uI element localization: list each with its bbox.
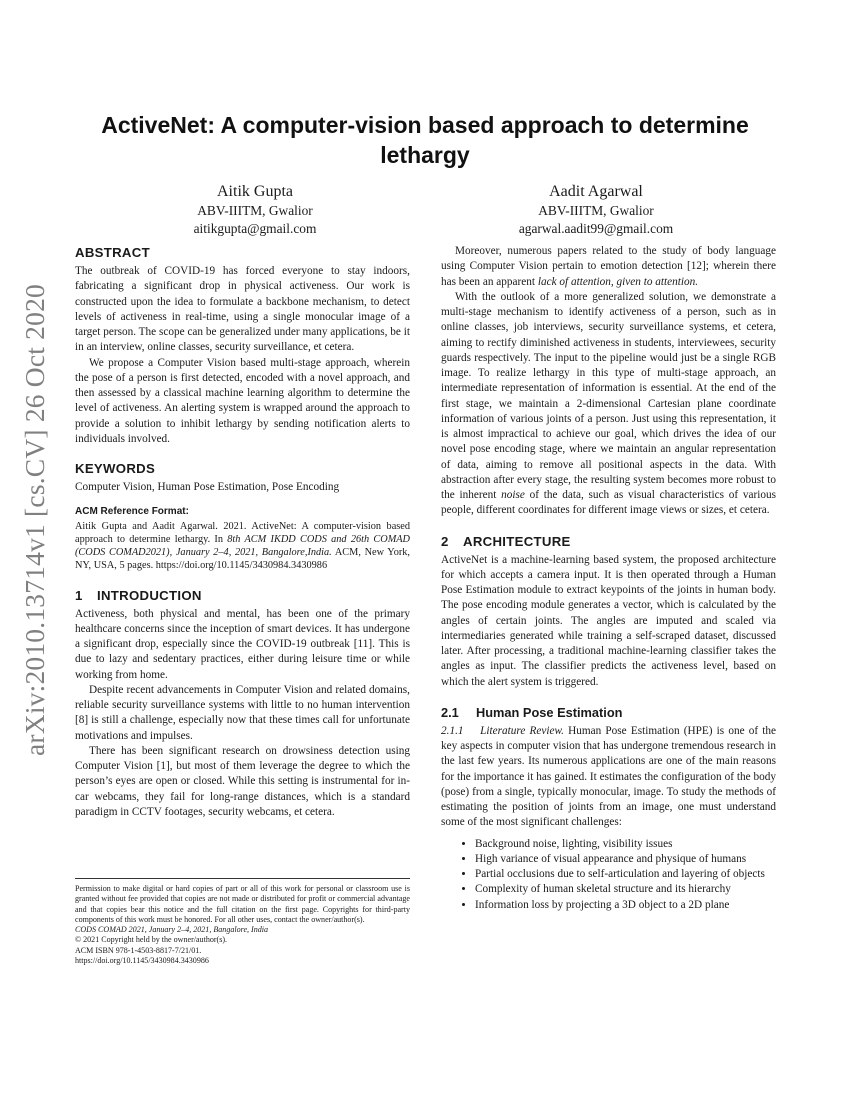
introduction-paragraph-2: Despite recent advancements in Computer Vision and related domains, reliable security surveillance systems with little to no human intervention [8] is still a challenge, especially now that these times call for unfortunate motivations and impulses. [75,683,410,742]
footnote-venue: CODS COMAD 2021, January 2–4, 2021, Bangalore, India [75,925,269,935]
keywords-heading: KEYWORDS [75,461,156,476]
list-item: • Background noise, lighting, visibility issues [475,837,776,852]
architecture-heading [441,533,776,550]
hpe-heading [441,704,776,721]
footnote-copyright: © 2021 Copyright held by the owner/author(s). [75,935,228,945]
acm-reference-authors: Aitik Gupta and Aadit Agarwal. 2021. ActiveNet: A computer-vision based approach to determine lethargy. In [75,520,410,545]
right-column [441,244,776,913]
keywords-text: Computer Vision, Human Pose Estimation, Pose Encoding [75,481,340,493]
paper-title: ActiveNet: A computer-vision based approach to determine lethargy [101,112,749,168]
left-column [75,244,410,820]
literature-review-runin: 2.1.1 Literature Review. [441,724,564,737]
list-item: • High variance of visual appearance and physique of humans [475,852,776,867]
emphasis-text: lack of attention, given to attention. [537,275,699,288]
section-title: ARCHITECTURE [463,533,571,549]
author-block-1 [105,181,405,238]
arxiv-identifier: arXiv:2010.13714v1 [cs.CV] 26 Oct 2020 [19,284,50,756]
introduction-paragraph-1: Activeness, both physical and mental, has been one of the primary healthcare concerns since the inception of smart devices. It has undergone a significant drop, especially since the COVID-19 outbreak [11]. This is due to lazy and sedentary practices, either during leisure time or while working from home. [75,607,410,681]
arxiv-side-stamp [12,284,58,756]
list-item: • Complexity of human skeletal structure and its hierarchy [475,882,776,897]
author-affiliation: ABV-IIITM, Gwalior [538,203,654,218]
intro-continued-paragraph-2: With the outlook of a more generalized solution, we demonstrate a multi-stage mechanism to identify activeness of a person, such as in online classes, job interviews, security surveillance systems, et cetera, aiming to rectify diminished activeness in students, interviewees, security guards respectively. The input to the pipeline would just be a single RGB image. To realize lethargy in this type of multi-stage approach, an intermediate representation of information is essential. At the end of the first stage, we maintain a 2-dimensional Cartesian plane coordinate information of various joints of a person. Just using this representation, it is almost impractical to achieve our goal, which drives the idea of our novel pose encoding stage, where we maintain an angular representation of data, aiming to remove all positional aspects in the data. With abstraction after every stage, the resulting system becomes more robust to the inherent noise of the data, such as visual characteristics of various people, different coordinates for different image views or sizes, et cetera. [441,290,776,517]
subsection-title: Human Pose Estimation [476,704,623,720]
section-title: INTRODUCTION [97,587,202,603]
author-email: agarwal.aadit99@gmail.com [518,221,674,236]
introduction-paragraph-3: There has been significant research on drowsiness detection using Computer Vision [1], but most of them leverage the degree to which the person’s eyes are open or closed. While this setting is instrumental for in-car webcams, they fail for long-range distances, which is a standard paradigm in CCTV footages, security webcams, et cetera. [75,744,410,818]
author-name: Aitik Gupta [217,183,293,200]
abstract-heading: ABSTRACT [75,245,150,260]
section-number: 2 [441,533,449,549]
section-number: 1 [75,587,83,603]
author-email: aitikgupta@gmail.com [193,221,317,236]
acm-reference-label: ACM Reference Format: [75,506,189,518]
list-item: • Information loss by projecting a 3D object to a 2D plane [475,898,776,913]
permission-footnote [75,878,410,966]
author-affiliation: ABV-IIITM, Gwalior [197,203,313,218]
emphasis-noise: noise [501,489,525,501]
subsection-number: 2.1 [441,704,459,720]
author-name: Aadit Agarwal [549,183,643,200]
footnote-doi: https://doi.org/10.1145/3430984.3430986 [75,956,209,966]
intro-continued-paragraph-1: Moreover, numerous papers related to the study of body language using Computer Vision pertain to emotion detection [12]; wherein there has been an apparent lack of attention, given to attention. [441,245,776,288]
author-block-2 [446,181,746,238]
abstract-paragraph-1: The outbreak of COVID-19 has forced everyone to stay indoors, fabricating a significant drop in physical activeness. Our work is constructed upon the idea to formulate a backbone mechanism, to detect levels of activeness in real-time, using a single monocular image of a target person. The scope can be generalized under many applications, be it in an interview, online classes, security surveillance, et cetera. [75,265,410,354]
permission-text: Permission to make digital or hard copies of part or all of this work for personal or classroom use is granted without fee provided that copies are not made or distributed for profit or commercial advantage and that copies bear this notice and the full citation on the first page. Copyrights for third-party components of this work must be honored. For all other uses, contact the owner/author(s). [75,884,410,924]
footnote-isbn: ACM ISBN 978-1-4503-8817-7/21/01. [75,945,202,955]
acm-reference-venue: 8th ACM IKDD CODS and 26th COMAD (CODS COMAD2021), January 2–4, 2021, Bangalore,India. [75,533,410,559]
abstract-paragraph-2: We propose a Computer Vision based multi-stage approach, wherein the pose of a person is first detected, encoded with a novel approach, and then assessed by a classical machine learning algorithm to determine the level of activeness. An alerting system is wrapped around the approach to provide a solution to inhibit lethargy by sending notification alerts to individuals involved. [75,356,410,445]
acm-reference-format [75,505,410,572]
introduction-heading [75,587,410,604]
architecture-paragraph-1: ActiveNet is a machine-learning based system, the proposed architecture for which accepts a camera input. It is then operated through a Human Pose Estimation module to extract keypoints of the joints in human body. The pose encoding module generates a vector, which is calculated by the angles of certain joints. The angles are imputed and scaled via intermediaries generated while training a self-scraped dataset, discussed later. After processing, a traditional machine-learning classifier takes the angles as input. The classifier predicts the activeness level, based on which the alert system is triggered. [441,553,776,688]
list-item: • Partial occlusions due to self-articulation and layering of objects [475,867,776,882]
challenges-list [441,837,776,913]
acm-reference-tail: ACM, New York, NY, USA, 5 pages. https://doi.org/10.1145/3430984.3430986 [75,547,410,572]
hpe-paragraph-1: 2.1.1 Literature Review. Human Pose Estimation (HPE) is one of the key aspects in computer vision that has undergone tremendous research in the last few years. Its numerous applications are one of the main reasons for the importance it has gained. It estimates the configuration of the body (pose) from a single, typically monocular, image. To study the methods of estimating the position of joints from an image, one must understand some of the most significant challenges: [441,724,776,829]
